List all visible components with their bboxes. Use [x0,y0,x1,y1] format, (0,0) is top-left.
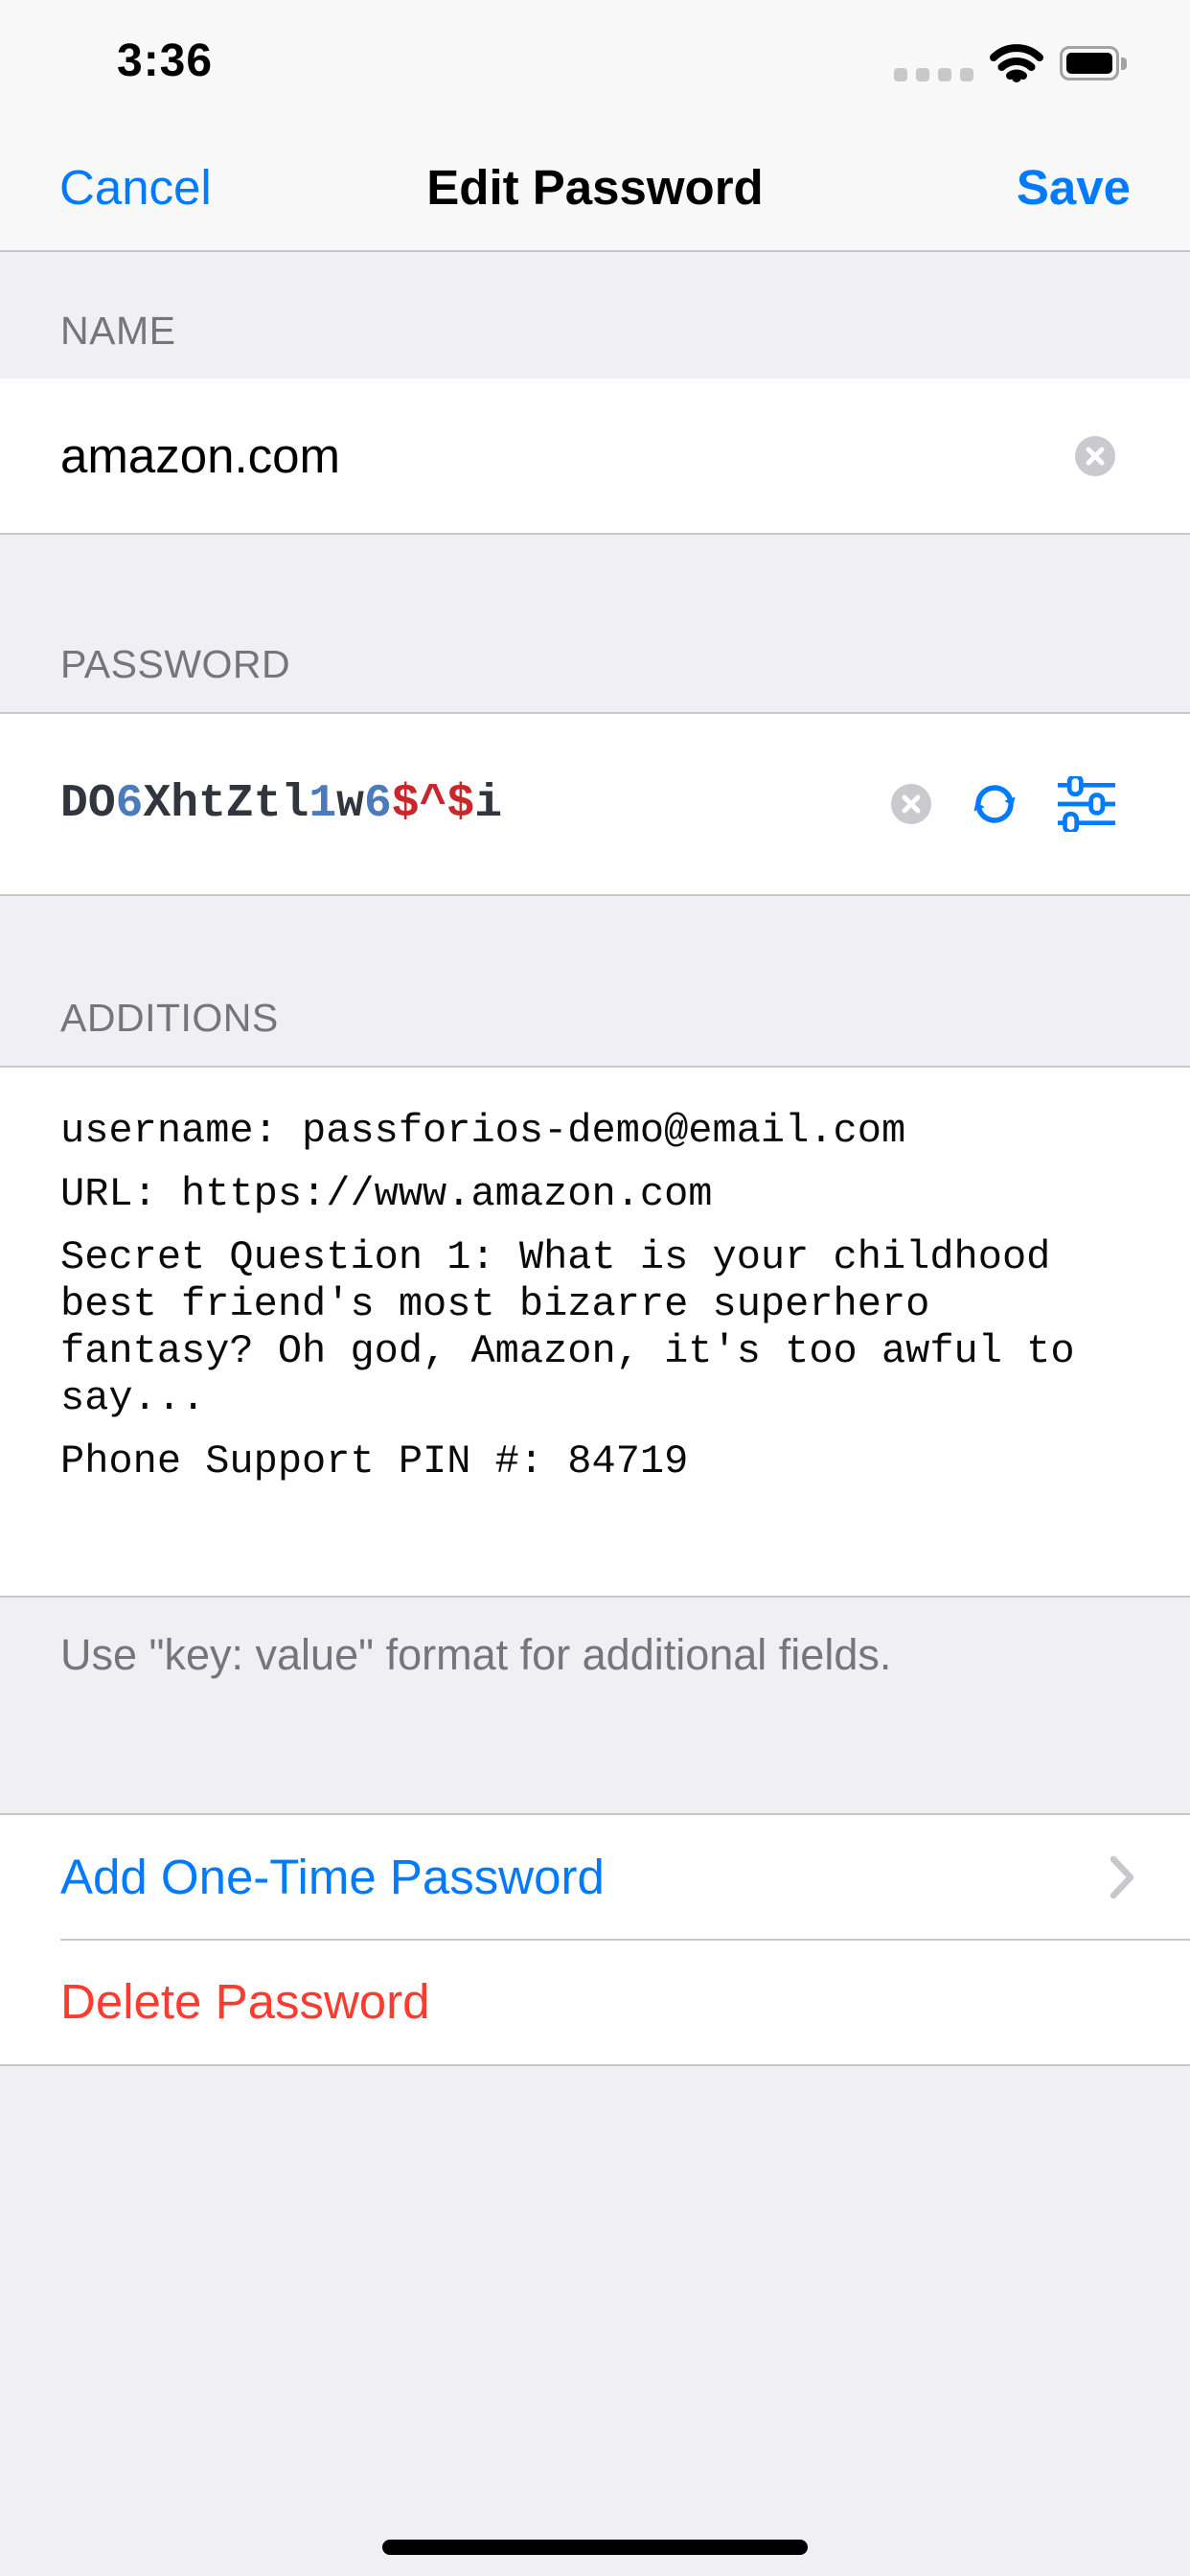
save-button[interactable]: Save [1016,160,1131,215]
top-bar [0,0,1190,252]
cellular-signal-icon [894,68,973,81]
chevron-right-icon [1110,1855,1134,1899]
close-icon [902,794,921,814]
additions-line: username: passforios-demo@email.com [60,1108,906,1154]
password-value[interactable]: DO6XhtZtl1w6$^$i [60,778,502,830]
page-title: Edit Password [426,160,764,215]
additions-line: Secret Question 1: What is your childhood best friend's most bizarre superhero fantasy? Oh god, Amazon, it's too awful to say... [60,1234,1075,1421]
password-field-row [0,712,1190,896]
name-input[interactable]: amazon.com [60,428,340,483]
password-section-header: PASSWORD [60,642,291,686]
regenerate-password-button[interactable] [970,779,1019,829]
additions-textarea[interactable] [0,1066,1190,1598]
additions-hint: Use "key: value" format for additional fields. [60,1630,892,1679]
name-section-header: NAME [60,309,176,353]
sliders-icon [1058,776,1115,832]
status-icons [894,44,1127,82]
cancel-button[interactable]: Cancel [59,160,212,215]
clear-password-button[interactable] [891,784,931,824]
clear-name-button[interactable] [1075,436,1115,476]
status-time: 3:36 [117,35,214,86]
wifi-icon [990,44,1043,82]
refresh-icon [970,779,1019,829]
delete-password-label: Delete Password [60,1974,430,2029]
battery-icon [1060,46,1127,80]
additions-section-header: ADDITIONS [60,996,279,1040]
additions-line: Phone Support PIN #: 84719 [60,1438,689,1484]
additions-line: URL: https://www.amazon.com [60,1171,713,1217]
add-otp-label: Add One-Time Password [60,1850,605,1904]
close-icon [1086,447,1105,466]
name-field-row [0,379,1190,535]
password-settings-button[interactable] [1058,776,1115,832]
status-bar [0,0,1190,125]
delete-password-row[interactable] [0,1939,1190,2066]
add-otp-row[interactable] [0,1813,1190,1939]
home-indicator[interactable] [382,2540,808,2555]
nav-bar [0,125,1190,250]
